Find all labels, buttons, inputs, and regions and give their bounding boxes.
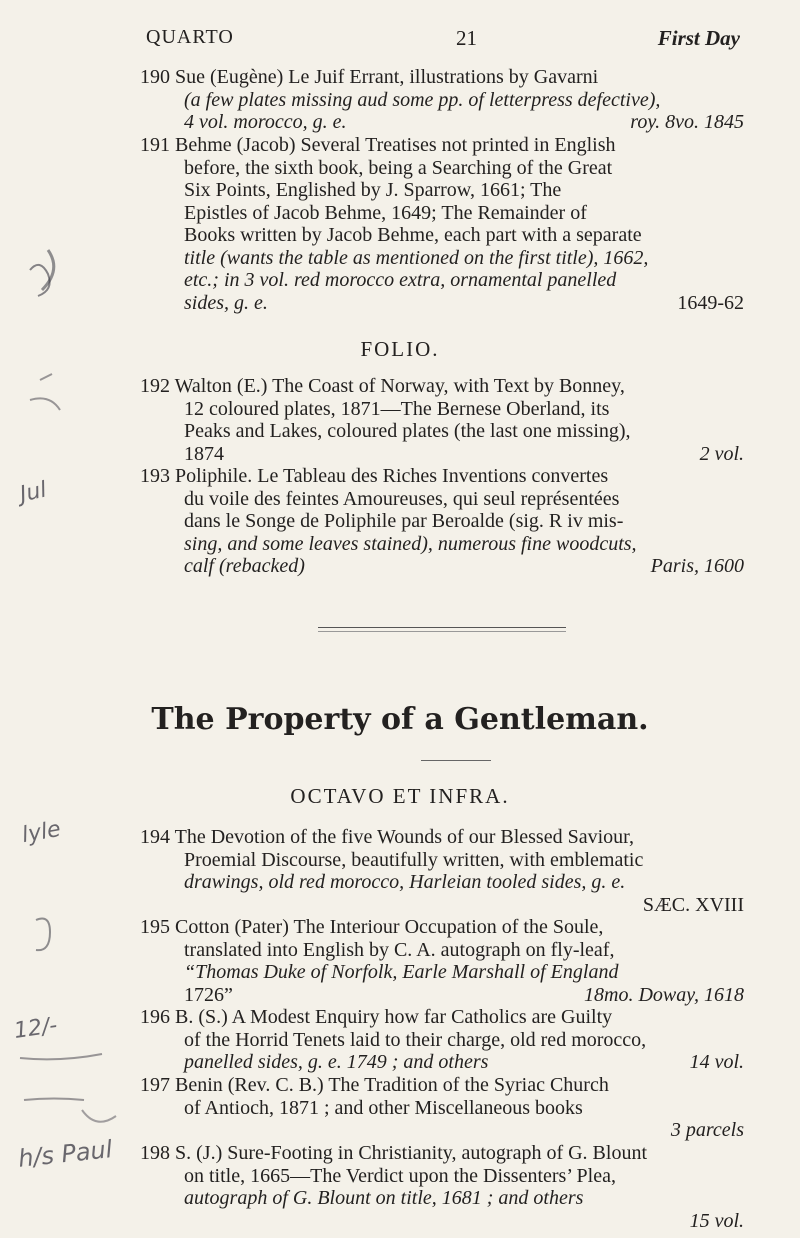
- entry-line: title (wants the table as mentioned on the first title), 1662,: [184, 246, 649, 269]
- pencil-stroke: [42, 250, 54, 290]
- pencil-stroke: [82, 1110, 116, 1122]
- entry-line: on title, 1665—The Verdict upon the Dissenters’ Plea,: [184, 1164, 616, 1187]
- entry-line: 191 Behme (Jacob) Several Treatises not printed in English: [140, 134, 616, 156]
- entry-line: 190 Sue (Eugène) Le Juif Errant, illustrations by Gavarni: [140, 66, 599, 88]
- entry-line: [140, 1051, 744, 1074]
- entry-line: drawings, old red morocco, Harleian tooled sides, g. e.: [184, 871, 626, 893]
- binding: panelled sides, g. e. 1749 ; and others: [184, 1051, 489, 1073]
- date-range: 1649-62: [677, 291, 744, 314]
- entry-line: [140, 894, 744, 917]
- entry-line: 197 Benin (Rev. C. B.) The Tradition of the Syriac Church: [140, 1074, 609, 1096]
- entry-line: [140, 555, 744, 578]
- entry-line: (a few plates missing aud some pp. of letterpress defective),: [184, 88, 661, 111]
- pencil-stroke: [30, 374, 60, 410]
- marginal-note: h/s Paul: [16, 1135, 114, 1173]
- octavo-heading: OCTAVO ET INFRA.: [290, 784, 510, 808]
- entry-line: Epistles of Jacob Behme, 1649; The Remainder of: [184, 201, 587, 224]
- entry-line: autograph of G. Blount on title, 1681 ; and others: [184, 1187, 584, 1209]
- entry-line: [140, 1210, 744, 1233]
- section-label: QUARTO: [146, 26, 234, 48]
- entry-line: before, the sixth book, being a Searching of the Great: [184, 156, 613, 179]
- volume-count: 15 vol.: [689, 1209, 744, 1232]
- entry-line: 193 Poliphile. Le Tableau des Riches Inventions convertes: [140, 465, 609, 487]
- year: 1874: [184, 442, 224, 465]
- entry-line: dans le Songe de Poliphile par Beroalde (sig. R iv mis-: [184, 510, 624, 532]
- lot-194: [140, 826, 744, 916]
- parcel-count: 3 parcels: [670, 1119, 744, 1141]
- entry-line: 196 B. (S.) A Modest Enquiry how far Catholics are Guilty: [140, 1006, 613, 1028]
- lot-192: [140, 375, 744, 465]
- volume-count: 2 vol.: [699, 442, 744, 465]
- entry-line: Proemial Discourse, beautifully written, with emblematic: [184, 848, 644, 871]
- entry-line: etc.; in 3 vol. red morocco extra, ornamental panelled: [184, 269, 617, 291]
- format-imprint: 18mo. Doway, 1618: [584, 983, 744, 1006]
- property-heading: The Property of a Gentleman.: [151, 702, 649, 737]
- lot-197: [140, 1074, 744, 1142]
- marginal-note: lyle: [20, 816, 63, 849]
- page-number: 21: [456, 26, 477, 50]
- running-head: [146, 26, 740, 56]
- marginal-note: 12/-: [12, 1013, 59, 1044]
- folio-heading: FOLIO.: [360, 337, 440, 361]
- entry-line: Peaks and Lakes, coloured plates (the last one missing),: [184, 420, 631, 442]
- entry-line: translated into English by C. A. autograph on fly-leaf,: [184, 938, 615, 961]
- volume-count: 14 vol.: [689, 1051, 744, 1073]
- lot-190: [140, 66, 744, 134]
- entry-line: 198 S. (J.) Sure-Footing in Christianity, autograph of G. Blount: [140, 1142, 648, 1164]
- pencil-stroke: [20, 1054, 102, 1100]
- entry-line: [140, 111, 744, 134]
- pencil-stroke: [36, 919, 50, 951]
- entry-line: “Thomas Duke of Norfolk, Earle Marshall of England: [184, 961, 619, 983]
- marginal-note: Jul: [17, 477, 49, 508]
- entry-line: 195 Cotton (Pater) The Interiour Occupation of the Soule,: [140, 916, 604, 938]
- entry-line: [140, 984, 744, 1007]
- binding: calf (rebacked): [184, 555, 305, 577]
- divider-rule: [318, 627, 566, 628]
- entry-line: of Antioch, 1871 ; and other Miscellaneous books: [184, 1096, 583, 1119]
- entry-line: 12 coloured plates, 1871—The Bernese Oberland, its: [184, 397, 610, 420]
- entry-line: 192 Walton (E.) The Coast of Norway, with Text by Bonney,: [140, 375, 625, 397]
- binding: 4 vol. morocco, g. e.: [184, 111, 347, 133]
- lot-196: [140, 1006, 744, 1074]
- entry-line: 194 The Devotion of the five Wounds of our Blessed Saviour,: [140, 826, 635, 848]
- divider-rule: [318, 631, 566, 632]
- pencil-stroke: [30, 265, 50, 296]
- entry-line: sing, and some leaves stained), numerous fine woodcuts,: [184, 532, 637, 555]
- entry-line: [140, 443, 744, 466]
- lot-195: [140, 916, 744, 1006]
- lot-193: [140, 465, 744, 578]
- entry-line: du voile des feintes Amoureuses, qui seul représentées: [184, 487, 620, 510]
- sale-day: First Day: [657, 26, 740, 50]
- entry-line: [140, 1119, 744, 1142]
- entry-line: [140, 292, 744, 315]
- lot-198: [140, 1142, 744, 1232]
- entry-line: Books written by Jacob Behme, each part with a separate: [184, 224, 642, 246]
- binding: sides, g. e.: [184, 291, 268, 314]
- entry-line: Six Points, Englished by J. Sparrow, 1661; The: [184, 179, 562, 201]
- entry-line: of the Horrid Tenets laid to their charge, old red morocco,: [184, 1028, 647, 1051]
- pencil-scribbles: [0, 0, 140, 1238]
- lot-191: [140, 134, 744, 314]
- format-date: roy. 8vo. 1845: [630, 111, 744, 133]
- century: SÆC. XVIII: [642, 893, 744, 916]
- imprint: Paris, 1600: [650, 555, 744, 577]
- short-rule: [421, 760, 491, 761]
- inscription-date: 1726”: [184, 983, 233, 1006]
